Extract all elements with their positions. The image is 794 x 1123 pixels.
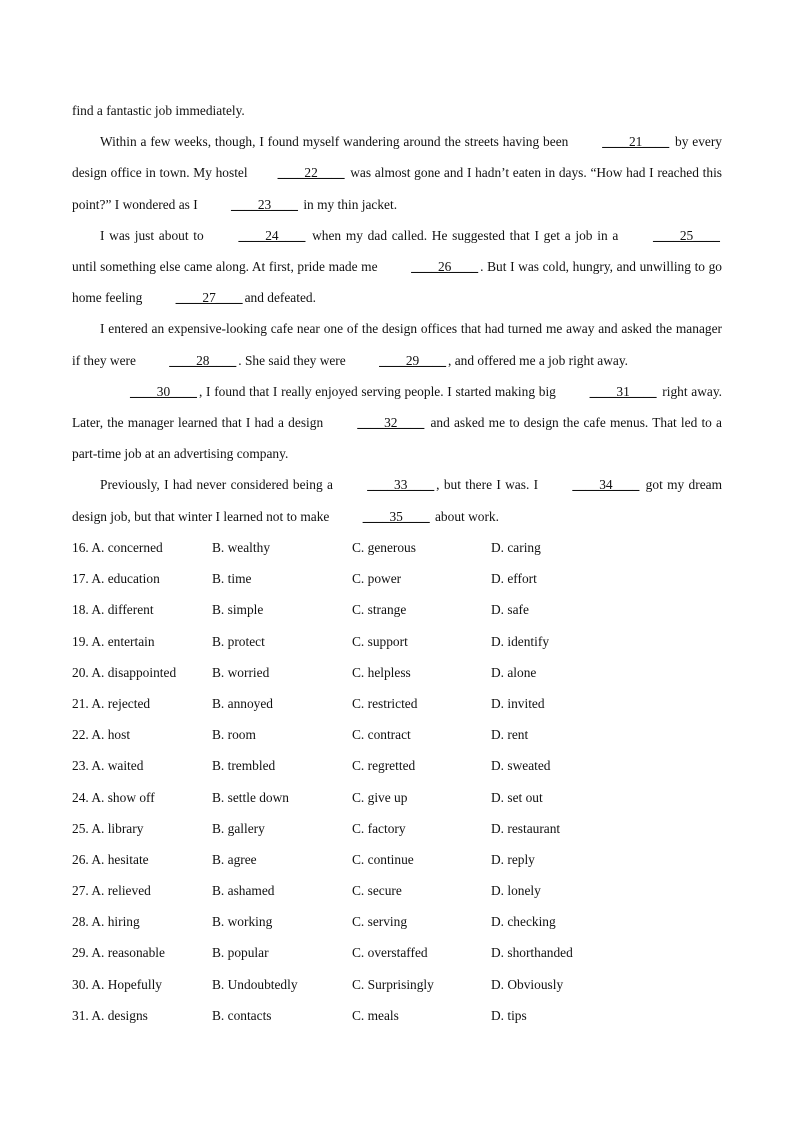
passage-text: until something else came along. At first, pride made me (72, 259, 382, 275)
option-a: 29. A. reasonable (72, 945, 165, 961)
option-a: 22. A. host (72, 727, 131, 743)
option-a: 30. A. Hopefully (72, 976, 163, 992)
option-b: B. contacts (212, 1007, 272, 1023)
option-row (72, 626, 722, 657)
option-d: D. reply (491, 851, 535, 867)
option-b: B. worried (212, 664, 270, 680)
option-d: D. invited (491, 695, 545, 711)
option-c: C. give up (352, 789, 408, 805)
option-b: B. agree (212, 851, 257, 867)
option-a: 20. A. disappointed (72, 664, 177, 680)
blank-22: ____22____ (277, 165, 345, 181)
paragraph-5 (72, 469, 722, 531)
option-d: D. Obviously (491, 976, 564, 992)
option-b: B. popular (212, 945, 269, 961)
option-b: B. time (212, 571, 252, 587)
blank-28: ____28____ (169, 352, 237, 368)
option-row (72, 594, 722, 625)
blank-32: ____32____ (357, 415, 425, 431)
blank-31: ____31____ (589, 383, 657, 399)
option-c: C. factory (352, 820, 406, 836)
passage-text: , I found that I really enjoyed serving people. I started making big (198, 383, 560, 399)
option-c: C. support (352, 633, 408, 649)
paragraph-1 (72, 126, 722, 220)
option-row (72, 688, 722, 719)
option-a: 17. A. education (72, 571, 160, 587)
option-row (72, 813, 722, 844)
option-c: C. generous (352, 540, 416, 555)
option-a: 26. A. hesitate (72, 851, 149, 867)
passage-text: find a fantastic job immediately. (72, 103, 245, 118)
option-b: B. settle down (212, 789, 289, 805)
option-b: B. Undoubtedly (212, 976, 298, 992)
passage-text: was almost gone and I hadn’t eaten in days. “How had I reached this point?” I wondered as I (72, 165, 722, 212)
passage-text: got my dream design job, but that winter I learned not to make (72, 477, 722, 524)
passage-text: and defeated. (244, 290, 316, 306)
option-row (72, 906, 722, 937)
blank-23: ____23____ (231, 196, 298, 212)
blank-25: ____25____ (653, 227, 720, 243)
option-d: D. lonely (491, 883, 541, 899)
option-c: C. continue (352, 851, 414, 867)
option-b: B. working (212, 914, 273, 930)
blank-30: ____30____ (130, 383, 197, 399)
option-row (72, 719, 722, 750)
passage-text: right away. Later, the manager learned that I had a design (72, 383, 722, 431)
passage-text: . But I was cold, hungry, and unwilling to go home feeling (72, 259, 722, 306)
option-d: D. checking (491, 914, 556, 930)
option-row (72, 750, 722, 781)
option-d: D. set out (491, 789, 543, 805)
option-a: 16. A. concerned (72, 540, 163, 555)
option-a: 23. A. waited (72, 758, 144, 774)
passage-text: Within a few weeks, though, I found myself wandering around the streets having been (100, 134, 573, 150)
option-row (72, 969, 722, 1000)
option-c: C. serving (352, 914, 408, 930)
option-b: B. protect (212, 633, 265, 649)
passage-text: in my thin jacket. (299, 196, 398, 212)
option-c: C. strange (352, 602, 407, 618)
option-a: 25. A. library (72, 820, 144, 836)
blank-33: ____33____ (367, 477, 435, 493)
blank-29: ____29____ (379, 352, 447, 368)
option-d: D. tips (491, 1007, 527, 1023)
option-a: 27. A. relieved (72, 883, 151, 899)
option-a: 19. A. entertain (72, 633, 155, 649)
passage-text: about work. (431, 508, 499, 524)
option-row (72, 563, 722, 594)
option-c: C. meals (352, 1007, 399, 1023)
option-c: C. power (352, 571, 402, 587)
passage-text: I was just about to (100, 227, 209, 243)
option-d: D. sweated (491, 758, 551, 774)
passage-text: and asked me to design the cafe menus. That led to a part-time job at an advertising company. (72, 415, 722, 462)
blank-21: ____21____ (602, 134, 670, 150)
option-c: C. restricted (352, 695, 418, 711)
option-d: D. identify (491, 633, 550, 649)
answer-options (72, 532, 722, 1031)
blank-34: ____34____ (572, 477, 640, 493)
option-d: D. safe (491, 602, 529, 618)
option-d: D. rent (491, 727, 529, 743)
passage-text: , and offered me a job right away. (448, 352, 628, 368)
blank-35: ____35____ (362, 508, 430, 524)
blank-26: ____26____ (411, 259, 479, 275)
option-c: C. secure (352, 883, 402, 899)
option-a: 21. A. rejected (72, 695, 151, 711)
option-row (72, 532, 722, 563)
paragraph-3 (72, 313, 722, 375)
option-row (72, 782, 722, 813)
option-b: B. wealthy (212, 540, 271, 555)
option-row (72, 875, 722, 906)
option-c: C. helpless (352, 664, 411, 680)
option-b: B. room (212, 727, 256, 743)
option-c: C. Surprisingly (352, 976, 434, 992)
option-row (72, 844, 722, 875)
option-a: 24. A. show off (72, 789, 155, 805)
option-c: C. contract (352, 727, 411, 743)
option-a: 31. A. designs (72, 1007, 148, 1023)
option-b: B. annoyed (212, 695, 273, 711)
option-d: D. caring (491, 540, 541, 555)
option-b: B. simple (212, 602, 264, 618)
blank-24: ____24____ (238, 227, 306, 243)
option-d: D. shorthanded (491, 945, 573, 961)
option-row (72, 937, 722, 968)
option-a: 18. A. different (72, 602, 154, 618)
passage-text: by every design office in town. My hostel (72, 134, 723, 181)
passage-text: when my dad called. He suggested that I get a job in a (307, 227, 624, 243)
cloze-passage (72, 95, 722, 532)
option-d: D. restaurant (491, 820, 561, 836)
passage-text: . She said they were (238, 352, 350, 368)
passage-text: , but there I was. I (436, 477, 543, 493)
passage-text: I entered an expensive-looking cafe near one of the design offices that had turned me away and asked the manager if they were (72, 321, 722, 368)
option-row (72, 657, 722, 688)
option-a: 28. A. hiring (72, 914, 140, 930)
option-d: D. effort (491, 571, 537, 587)
option-c: C. regretted (352, 758, 416, 774)
blank-27: ____27____ (175, 290, 243, 306)
paragraph-0 (72, 95, 722, 126)
option-d: D. alone (491, 664, 537, 680)
passage-text: Previously, I had never considered being a (100, 477, 338, 493)
option-c: C. overstaffed (352, 945, 428, 961)
option-b: B. trembled (212, 758, 276, 774)
paragraph-2 (72, 220, 722, 314)
paragraph-4 (72, 376, 722, 470)
option-b: B. gallery (212, 820, 265, 836)
option-b: B. ashamed (212, 883, 275, 899)
option-row (72, 1000, 722, 1031)
